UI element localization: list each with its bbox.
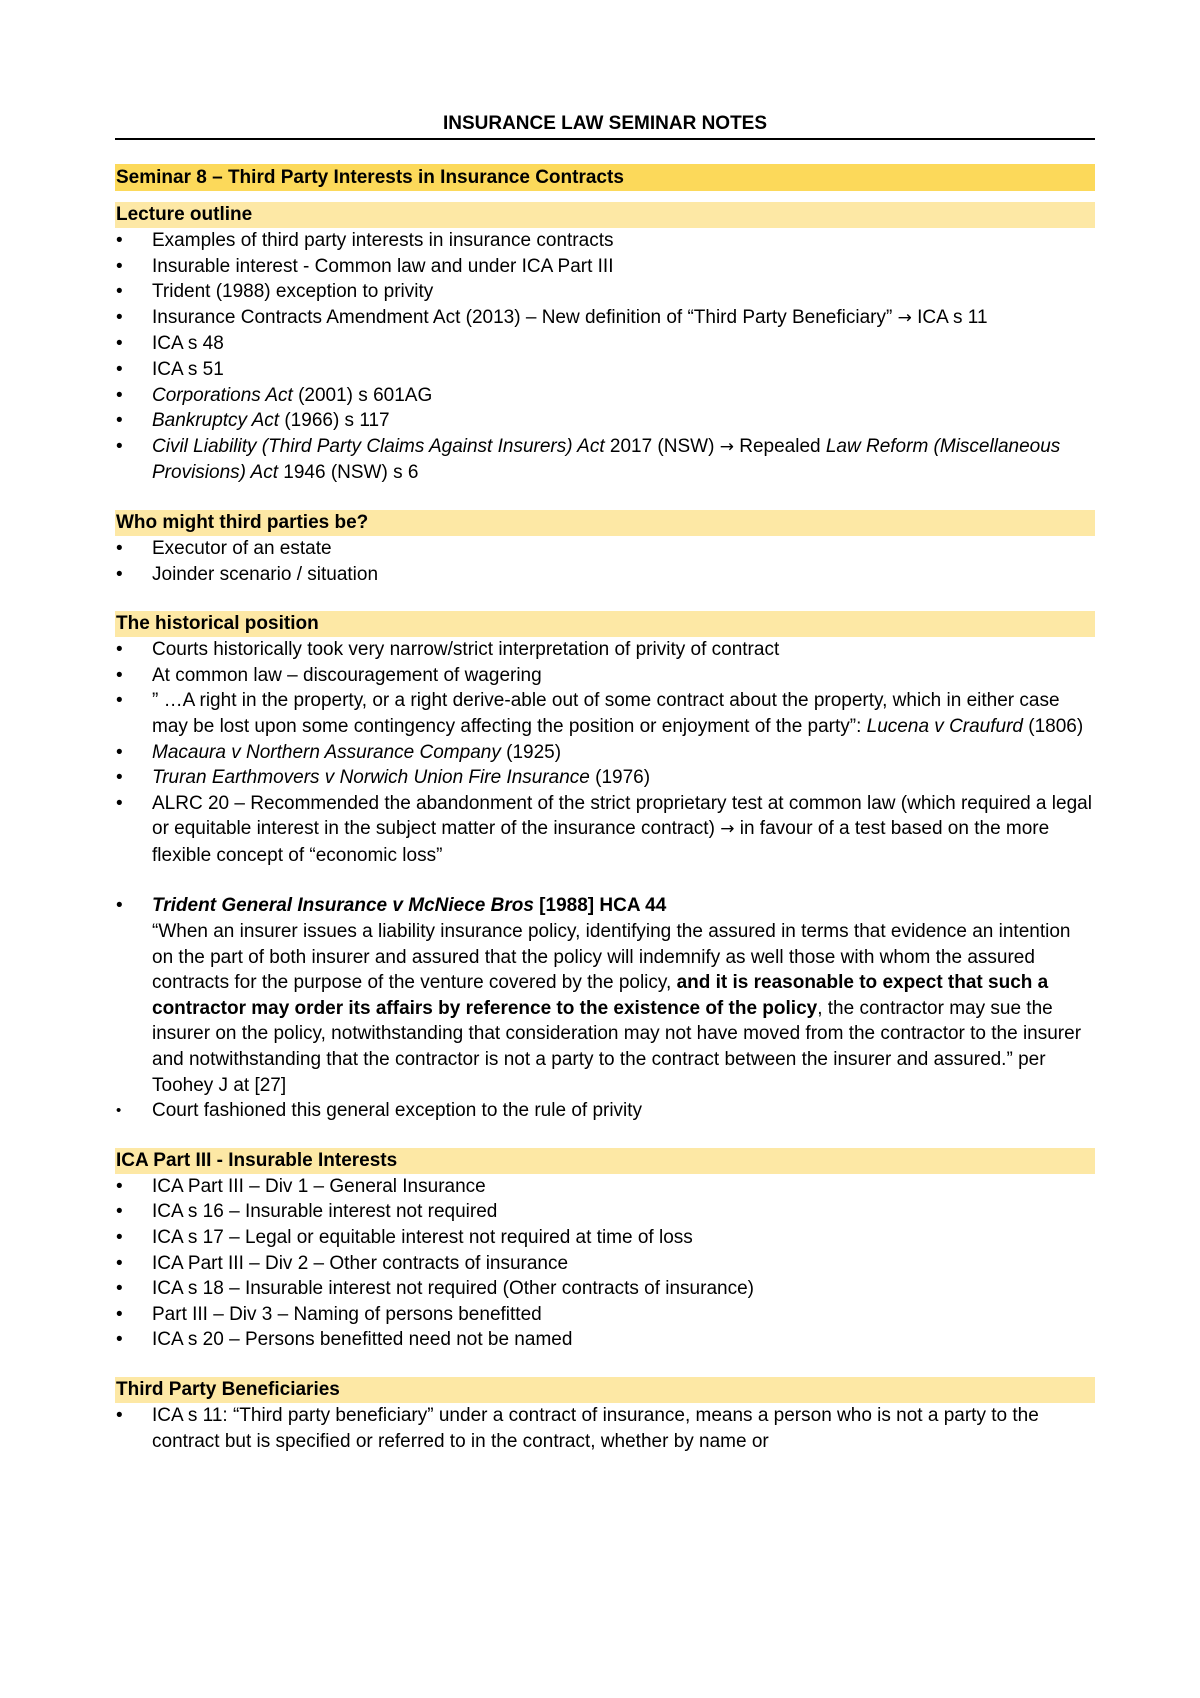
lecture-outline-list [115,228,1095,486]
section-heading: Lecture outline [115,202,1095,228]
third-parties-section [115,510,1095,587]
list-item: • At common law – discouragement of wagering [115,663,1095,689]
section-heading: The historical position [115,611,1095,637]
list-item: • Joinder scenario / situation [115,562,1095,588]
historical-list [115,637,1095,1124]
list-item: • ICA s 20 – Persons benefitted need not be named [115,1327,1095,1353]
list-item: • ICA s 48 [115,331,1095,357]
list-item: • Trident (1988) exception to privity [115,279,1095,305]
ica-part3-section [115,1148,1095,1353]
list-item: • Trident General Insurance v McNiece Bros [1988] HCA 44 “When an insurer issues a liability insurance policy, identifying the assured in terms that evidence an intention on the part of both insurer and assured that the policy will indemnify as well those with whom the assured contracts for the purpose of the venture covered by the policy, and it is reasonable to expect that such a contractor may order its affairs by reference to the existence of the policy, the contractor may sue the insurer on the policy, notwithstanding that consideration may not have moved from the contractor to the insurer and notwithstanding that the contractor is not a party to the contract between the insurer and assured.” per Toohey J at [27] [115,893,1095,1098]
list-item: • Examples of third party interests in insurance contracts [115,228,1095,254]
document-page [115,112,1095,1454]
list-item: • Part III – Div 3 – Naming of persons benefitted [115,1302,1095,1328]
list-item: • ICA s 11: “Third party beneficiary” under a contract of insurance, means a person who is not a party to the contract but is specified or referred to in the contract, whether by name or [115,1403,1095,1454]
list-item: • Civil Liability (Third Party Claims Against Insurers) Act 2017 (NSW) → Repealed Law Reform (Miscellaneous Provisions) Act 1946 (NSW) s 6 [115,434,1095,486]
list-item: • ICA Part III – Div 1 – General Insurance [115,1174,1095,1200]
list-item: • Executor of an estate [115,536,1095,562]
list-item: • ICA s 51 [115,357,1095,383]
list-item: • Bankruptcy Act (1966) s 117 [115,408,1095,434]
list-item: • Truran Earthmovers v Norwich Union Fire Insurance (1976) [115,765,1095,791]
arrow-icon: → [720,819,735,840]
third-party-beneficiaries-section [115,1377,1095,1454]
list-item: • ” …A right in the property, or a right derive-able out of some contract about the property, which in either case may be lost upon some contingency affecting the position or enjoyment of the party”: Lucena v Craufurd (1806) [115,688,1095,739]
list-item: • ICA Part III – Div 2 – Other contracts of insurance [115,1251,1095,1277]
arrow-icon: → [897,307,912,328]
list-item: • Insurable interest - Common law and under ICA Part III [115,254,1095,280]
document-title: INSURANCE LAW SEMINAR NOTES [115,112,1095,140]
beneficiaries-list [115,1403,1095,1454]
list-item: • Insurance Contracts Amendment Act (2013) – New definition of “Third Party Beneficiary” → ICA s 11 [115,305,1095,332]
ica-part3-list [115,1174,1095,1353]
list-item: • ICA s 17 – Legal or equitable interest not required at time of loss [115,1225,1095,1251]
list-item: • Corporations Act (2001) s 601AG [115,383,1095,409]
list-item: • Court fashioned this general exception to the rule of privity [115,1098,1095,1124]
list-item: • Courts historically took very narrow/strict interpretation of privity of contract [115,637,1095,663]
arrow-icon: → [719,436,734,457]
historical-position-section [115,611,1095,1124]
list-item: • ICA s 18 – Insurable interest not required (Other contracts of insurance) [115,1276,1095,1302]
third-parties-list [115,536,1095,587]
section-heading: Who might third parties be? [115,510,1095,536]
section-heading: Third Party Beneficiaries [115,1377,1095,1403]
list-item: • ICA s 16 – Insurable interest not required [115,1199,1095,1225]
section-heading: ICA Part III - Insurable Interests [115,1148,1095,1174]
lecture-outline-section [115,202,1095,486]
list-item: • ALRC 20 – Recommended the abandonment of the strict proprietary test at common law (which required a legal or equitable interest in the subject matter of the insurance contract) → in favour of a test based on the more flexible concept of “economic loss” [115,791,1095,869]
list-item: • Macaura v Northern Assurance Company (1925) [115,740,1095,766]
seminar-heading: Seminar 8 – Third Party Interests in Insurance Contracts [115,164,1095,191]
